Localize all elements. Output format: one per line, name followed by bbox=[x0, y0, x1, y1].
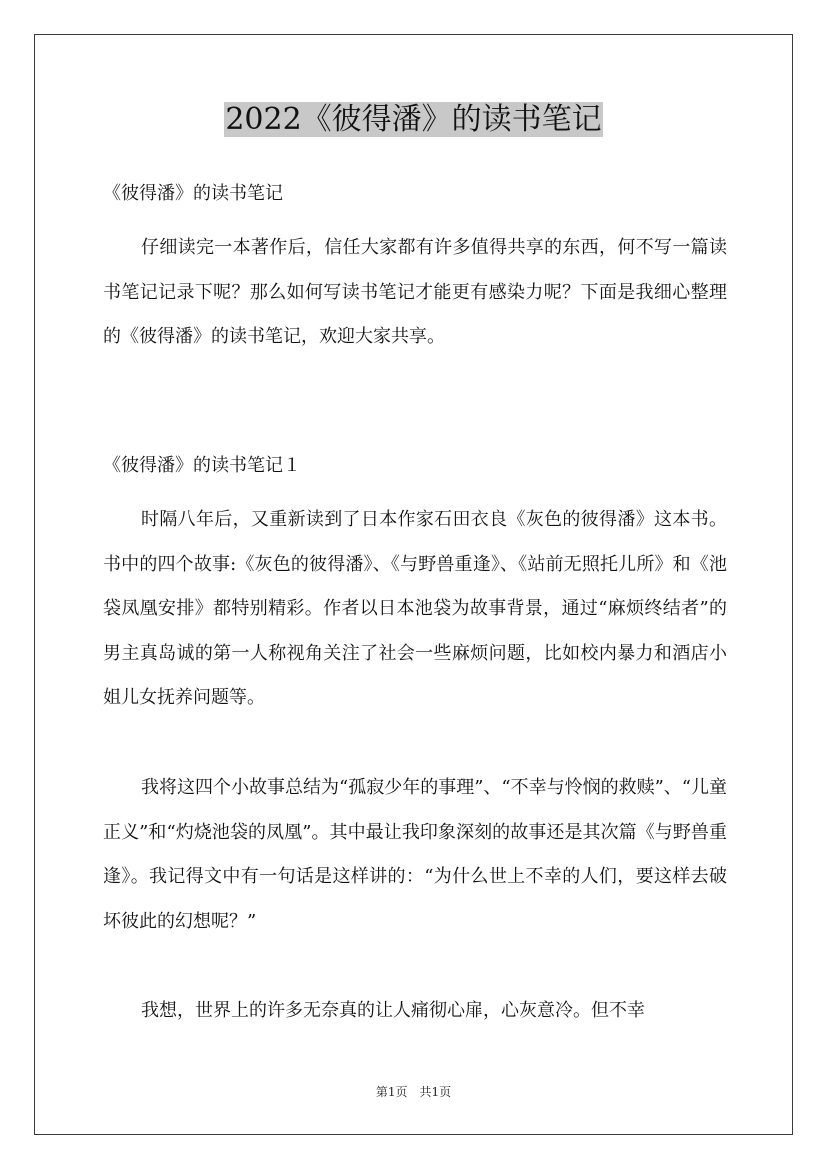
intro-heading: 《彼得潘》的读书笔记 bbox=[103, 183, 283, 204]
section-heading: 《彼得潘》的读书笔记１ bbox=[103, 455, 301, 476]
body-paragraph: 我将这四个小故事总结为“孤寂少年的事理”、“不幸与怜悯的救赎”、“儿童正义”和“灼烧池袋的凤凰”。其中最让我印象深刻的故事还是其次篇《与野兽重逢》。我记得文中有一句话是这样讲的：“为什么世上不幸的人们，要这样去破坏彼此的幻想呢？” bbox=[103, 777, 728, 932]
body-paragraph: 我想，世界上的许多无奈真的让人痛彻心扉，心灰意冷。但不幸 bbox=[141, 1000, 645, 1021]
page-footer: 第1页 共1页 bbox=[375, 1085, 452, 1099]
body-paragraph: 时隔八年后，又重新读到了日本作家石田衣良《灰色的彼得潘》这本书。书中的四个故事:《灰色的彼得潘》、《与野兽重逢》、《站前无照托儿所》和《池袋凤凰安排》都特别精彩。作者以日本池袋为故事背景，通过“麻烦终结者”的男主真岛诚的第一人称视角关注了社会一些麻烦问题，比如校内暴力和酒店小姐儿女抚养问题等。 bbox=[103, 509, 727, 708]
document-title-text: 2022《彼得潘》的读书笔记 bbox=[225, 102, 602, 137]
intro-paragraph: 仔细读完一本著作后，信任大家都有许多值得共享的东西，何不写一篇读书笔记记录下呢？那么如何写读书笔记才能更有感染力呢？下面是我细心整理的《彼得潘》的读书笔记，欢迎大家共享。 bbox=[103, 237, 727, 347]
document-title bbox=[0, 100, 827, 140]
